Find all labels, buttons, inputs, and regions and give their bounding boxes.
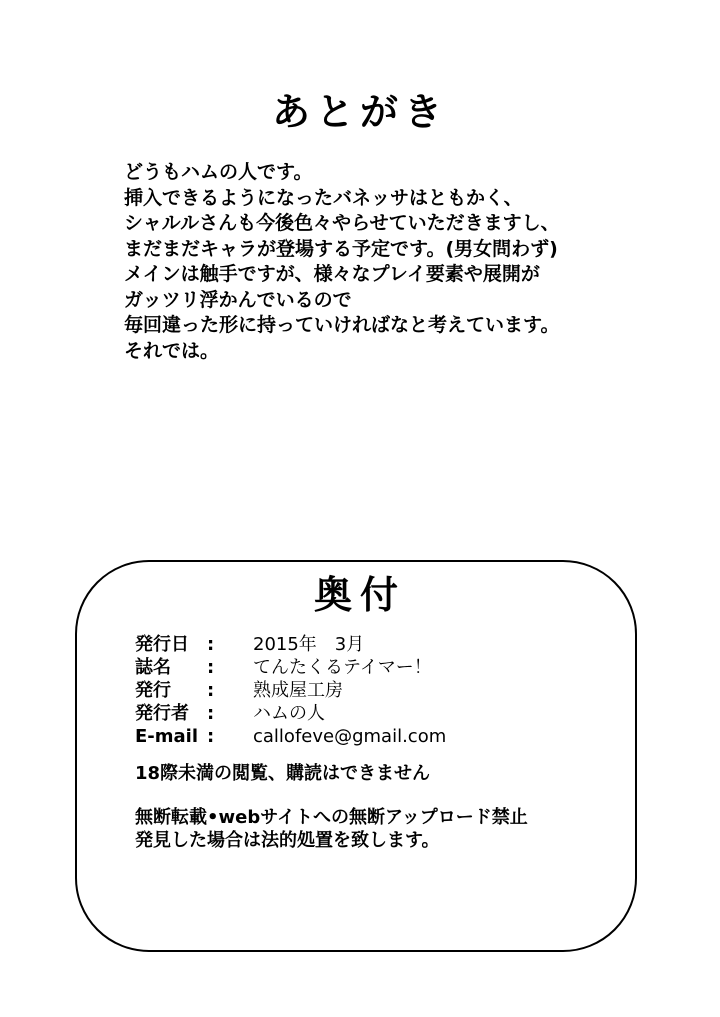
afterword-line: メインは触手ですが、様々なプレイ要素や展開が xyxy=(124,263,540,285)
info-value-email: callofeve@gmail.com xyxy=(253,726,447,747)
info-label: 誌名 xyxy=(135,657,171,678)
afterword-line: 毎回違った形に持っていければなと考えています。 xyxy=(124,314,560,336)
age-restriction-notice: 18際未満の閲覧、購読はできません xyxy=(135,763,431,784)
info-colon: : xyxy=(207,680,215,701)
copyright-notice-line: 無断転載•webサイトへの無断アップロード禁止 xyxy=(135,807,528,828)
afterword-line: ガッツリ浮かんでいるので xyxy=(124,288,352,311)
info-row-title xyxy=(135,656,446,679)
info-row-email xyxy=(135,725,446,748)
afterword-title: あとがき xyxy=(271,90,448,134)
info-colon: : xyxy=(207,726,215,747)
info-value: 熟成屋工房 xyxy=(253,680,343,701)
info-label: 発行 xyxy=(135,680,171,701)
info-colon: : xyxy=(207,703,215,724)
colophon-title: 奥付 xyxy=(313,573,406,617)
info-colon: : xyxy=(207,657,215,678)
info-colon: : xyxy=(207,634,215,655)
afterword-line: シャルルさんも今後色々やらせていただきますし、 xyxy=(124,212,560,234)
info-value: 2015年 3月 xyxy=(253,634,365,655)
colophon-info-table xyxy=(135,633,446,748)
info-row-publisher xyxy=(135,679,446,702)
afterword-body xyxy=(124,160,684,364)
copyright-notice-line: 発見した場合は法的処置を致します。 xyxy=(135,830,440,851)
afterword-line: どうもハムの人です。 xyxy=(124,161,313,183)
info-row-author xyxy=(135,702,446,725)
info-value: ハムの人 xyxy=(253,703,325,724)
afterword-line: それでは。 xyxy=(124,339,220,362)
info-label: 発行日 xyxy=(135,634,189,655)
afterword-line: まだまだキャラが登場する予定です。(男女問わず) xyxy=(124,237,558,260)
info-label: 発行者 xyxy=(135,703,189,724)
info-label: E-mail xyxy=(135,726,199,747)
afterword-line: 挿入できるようになったバネッサはともかく、 xyxy=(124,186,523,209)
info-value: てんたくるテイマー！ xyxy=(253,657,432,678)
info-row-publish-date xyxy=(135,633,446,656)
